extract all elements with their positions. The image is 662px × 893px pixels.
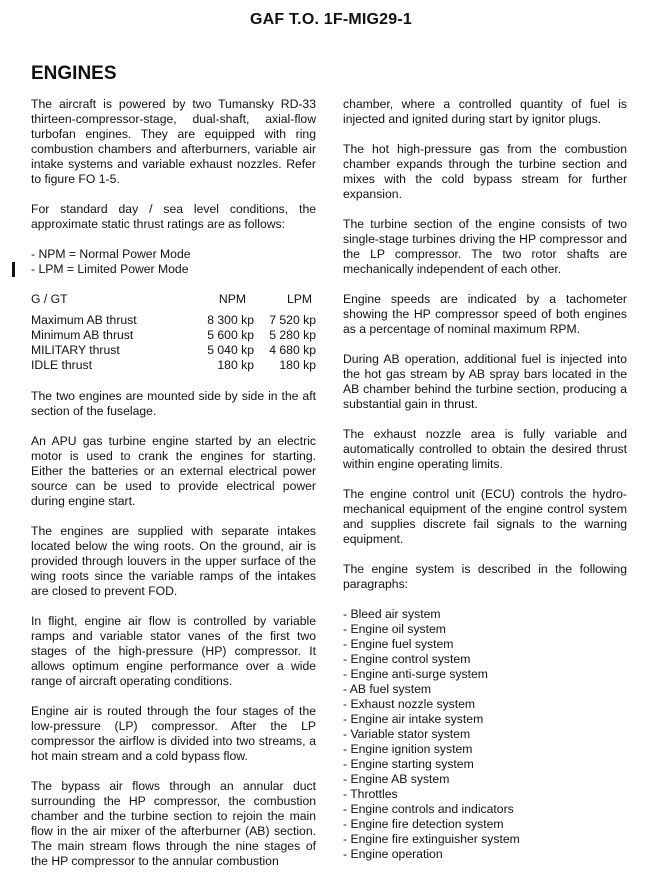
thrust-table bbox=[31, 292, 316, 373]
list-item: - Exhaust nozzle system bbox=[343, 697, 476, 711]
table-cell: 7 520 kp bbox=[269, 313, 316, 327]
list-item: - Variable stator system bbox=[343, 727, 471, 741]
list-item: - Engine controls and indicators bbox=[343, 802, 514, 816]
paragraph: The exhaust nozzle area is fully variable and automatically controlled to obtain the desired thrust within engine operating limits. bbox=[343, 427, 627, 471]
paragraph: For standard day / sea level conditions, the approximate static thrust ratings are as follows: bbox=[31, 202, 316, 231]
paragraph: The engine system is described in the following paragraphs: bbox=[343, 562, 627, 591]
left-column bbox=[31, 97, 316, 884]
section-title: ENGINES bbox=[31, 63, 117, 84]
table-cell: 5 600 kp bbox=[207, 328, 254, 342]
table-cell: MILITARY thrust bbox=[31, 343, 120, 357]
paragraph: During AB operation, additional fuel is injected into the hot gas stream by AB spray bars located in the AB chamber behind the turbine section, producing a substantial gain in thrust. bbox=[343, 352, 627, 411]
paragraph: Engine air is routed through the four stages of the low-pressure (LP) compressor. After the LP compressor the airflow is divided into two streams, a hot main stream and a cold bypass flow. bbox=[31, 704, 316, 763]
list-item: - Engine starting system bbox=[343, 757, 474, 771]
engine-system-list bbox=[343, 607, 627, 862]
table-cell: 4 680 kp bbox=[269, 343, 316, 357]
list-item: - Throttles bbox=[343, 787, 398, 801]
power-mode-list bbox=[31, 247, 316, 277]
list-item: - Engine fire detection system bbox=[343, 817, 504, 831]
table-cell: 5 040 kp bbox=[207, 343, 254, 357]
table-cell: 8 300 kp bbox=[207, 313, 254, 327]
list-item: - LPM = Limited Power Mode bbox=[31, 262, 189, 276]
table-cell: IDLE thrust bbox=[31, 358, 92, 372]
right-column bbox=[343, 97, 627, 862]
paragraph: The aircraft is powered by two Tumansky RD-33 thirteen-compressor-stage, dual-shaft, axial-flow turbofan engines. They are equipped with ring combustion chambers and afterburners, variable air intake systems and variable exhaust nozzles. Refer to figure FO 1-5. bbox=[31, 97, 316, 186]
change-bar bbox=[12, 262, 15, 277]
paragraph: The two engines are mounted side by side in the aft section of the fuselage. bbox=[31, 389, 316, 418]
paragraph: chamber, where a controlled quantity of fuel is injected and ignited during start by ignitor plugs. bbox=[343, 97, 627, 126]
list-item: - Engine air intake system bbox=[343, 712, 484, 726]
paragraph: Engine speeds are indicated by a tachometer showing the HP compressor speed of both engines as a percentage of nominal maximum RPM. bbox=[343, 292, 627, 336]
paragraph: The bypass air flows through an annular duct surrounding the HP compressor, the combustion chamber and the turbine section to rejoin the main flow in the air mixer of the afterburner (AB) section. The main stream flows through the nine stages of the HP compressor to the annular combustion bbox=[31, 779, 316, 868]
page-header: GAF T.O. 1F-MIG29-1 bbox=[249, 11, 413, 28]
table-cell: Maximum AB thrust bbox=[31, 313, 137, 327]
table-header: G / GT bbox=[31, 292, 68, 306]
paragraph: An APU gas turbine engine started by an electric motor is used to crank the engines for starting. Either the batteries or an external electrical power source can be used to provide electrical power during engine start. bbox=[31, 434, 316, 508]
list-item: - Engine AB system bbox=[343, 772, 450, 786]
list-item: - Engine oil system bbox=[343, 622, 446, 636]
table-cell: 180 kp bbox=[217, 358, 254, 372]
paragraph: The engines are supplied with separate intakes located below the wing roots. On the ground, air is provided through louvers in the upper surface of the wing roots since the variable ramps of the intakes are closed to prevent FOD. bbox=[31, 524, 316, 598]
paragraph: In flight, engine air flow is controlled by variable ramps and variable stator vanes of the first two stages of the high-pressure (HP) compressor. It allows optimum engine performance over a wide range of aircraft operating conditions. bbox=[31, 614, 316, 688]
list-item: - AB fuel system bbox=[343, 682, 432, 696]
table-cell: Minimum AB thrust bbox=[31, 328, 134, 342]
table-row bbox=[31, 313, 316, 328]
paragraph: The engine control unit (ECU) controls the hydro-mechanical equipment of the engine control system and supplies discrete fail signals to the warning equipment. bbox=[343, 487, 627, 546]
table-row bbox=[31, 328, 316, 343]
paragraph: The hot high-pressure gas from the combustion chamber expands through the turbine section and mixes with the cold bypass stream for further expansion. bbox=[343, 142, 627, 201]
table-header: NPM bbox=[218, 292, 246, 306]
table-header-row bbox=[31, 292, 316, 313]
table-header: LPM bbox=[286, 292, 312, 306]
list-item: - NPM = Normal Power Mode bbox=[31, 247, 191, 261]
list-item: - Engine ignition system bbox=[343, 742, 473, 756]
table-row bbox=[31, 343, 316, 358]
table-cell: 180 kp bbox=[279, 358, 316, 372]
paragraph: The turbine section of the engine consists of two single-stage turbines driving the HP compressor and the LP compressor. The two rotor shafts are mechanically independent of each other. bbox=[343, 217, 627, 276]
list-item: - Engine anti-surge system bbox=[343, 667, 488, 681]
table-cell: 5 280 kp bbox=[269, 328, 316, 342]
list-item: - Engine fire extinguisher system bbox=[343, 832, 520, 846]
list-item: - Bleed air system bbox=[343, 607, 441, 621]
list-item: - Engine control system bbox=[343, 652, 471, 666]
table-row bbox=[31, 358, 316, 373]
list-item: - Engine operation bbox=[343, 847, 443, 861]
list-item: - Engine fuel system bbox=[343, 637, 454, 651]
